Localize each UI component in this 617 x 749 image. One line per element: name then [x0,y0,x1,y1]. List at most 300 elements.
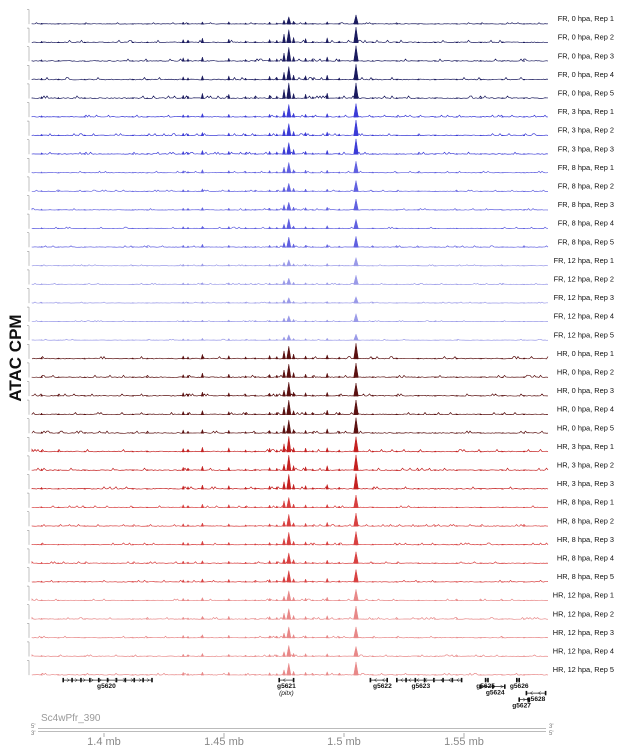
gene-g5620 [62,678,152,690]
peak [245,544,247,545]
peak [326,114,329,118]
peak [182,635,184,638]
peak [417,42,419,43]
track-label: FR, 3 hpa, Rep 2 [557,125,614,135]
peak [326,226,329,229]
peak [41,60,43,62]
peak [201,616,204,619]
peak [84,414,86,415]
track-30 [27,549,614,564]
gene-exon [518,697,520,701]
peak [245,134,247,136]
peak [276,283,278,284]
peak [304,189,306,192]
peak [283,111,286,117]
peak [304,654,306,657]
peak [292,338,295,340]
peak [287,335,291,341]
peak [182,190,184,192]
peak [182,283,184,285]
track-7 [27,120,614,136]
peak [57,97,59,98]
peak [201,114,204,118]
track-3 [27,46,614,62]
peak [417,488,419,489]
y-axis-label: ATAC CPM [6,314,25,402]
peak [338,246,340,247]
peak [268,227,270,229]
peak [201,57,204,61]
peak [396,377,398,378]
peak [187,40,189,43]
peak [254,209,256,210]
peak [283,633,286,638]
peak [245,581,247,582]
track-label: HR, 8 hpa, Rep 3 [556,534,614,544]
peak [228,467,230,470]
peak [57,135,59,136]
peak [41,450,43,452]
peak [304,208,306,211]
peak [245,41,247,43]
peak [254,488,256,490]
peak [268,412,270,415]
track-label: HR, 3 hpa, Rep 1 [556,441,614,451]
peak [201,189,204,192]
peak [228,542,230,545]
peak [276,617,278,619]
peak [338,506,340,508]
track-14 [27,251,614,266]
peak [182,40,184,43]
peak [326,578,329,582]
peak [304,356,306,359]
peak [354,363,359,377]
peak [287,202,291,210]
peak [276,302,278,303]
peak [276,339,278,340]
peak [304,579,306,582]
peak [228,245,230,247]
peak [456,284,458,285]
peak [354,46,359,62]
peak [187,283,189,284]
peak [354,437,359,452]
peak [254,637,256,638]
peak [276,40,278,43]
peak [41,600,43,601]
peak [312,265,314,266]
peak [201,466,204,470]
peak [132,432,134,433]
peak [132,153,134,154]
track-35 [27,642,614,657]
peak [292,671,295,675]
peak [338,599,340,600]
peak [268,133,270,136]
peak [182,375,184,378]
peak [292,113,295,117]
peak [228,190,230,192]
gene-label: g5621 [277,683,296,691]
peak [187,227,189,229]
peak [304,505,306,508]
peak [312,357,314,359]
peak [57,544,59,545]
peak [292,635,295,638]
peak [268,190,270,192]
peak [182,95,184,98]
peak [228,151,230,154]
peak [292,411,295,415]
track-25 [27,455,614,471]
peak [338,618,340,619]
peak [287,30,291,43]
peak [276,506,278,508]
peak [182,617,184,619]
peak [201,392,204,396]
peak [304,467,306,471]
peak [396,488,398,489]
peak [201,561,204,564]
peak [283,53,286,61]
track-label: FR, 8 hpa, Rep 3 [557,200,614,210]
peak [254,172,256,173]
peak [276,580,278,582]
peak [417,321,419,322]
gene-exon [151,678,153,682]
track-label: FR, 12 hpa, Rep 4 [553,311,614,321]
peak [245,655,247,657]
peak [187,562,189,564]
peak [523,61,525,62]
peak [312,209,314,210]
peak [312,23,314,24]
peak [41,116,43,118]
peak [201,653,204,656]
peak [201,150,204,154]
peak [41,190,43,191]
peak [187,59,189,62]
track-34 [27,623,614,638]
peak [283,521,286,526]
peak [287,67,291,80]
peak [287,455,291,471]
track-label: HR, 0 hpa, Rep 1 [556,348,614,358]
peak [354,275,359,284]
peak [245,227,247,228]
track-label: HR, 0 hpa, Rep 2 [556,367,614,377]
peak [287,237,291,247]
peak [182,524,184,527]
peak [304,672,306,675]
peak [326,616,329,620]
peak [292,244,295,247]
peak [304,598,306,601]
peak [268,448,270,452]
peak [276,673,278,675]
peak [354,627,359,638]
peak [228,599,230,601]
peak [268,430,270,433]
peak [187,413,189,415]
peak [84,544,86,545]
peak [146,98,148,99]
peak [41,507,43,508]
peak [283,613,286,619]
peak [41,581,43,582]
peak [268,245,270,247]
peak [283,390,286,396]
peak [456,340,458,341]
strand-label-bottom-right: 5' [549,731,554,737]
peak [254,246,256,247]
peak [268,264,270,266]
peak [287,298,291,304]
peak [417,247,419,248]
peak [338,376,340,378]
peak [292,170,295,173]
peak [354,120,359,136]
peak [354,27,359,43]
peak [326,541,329,545]
peak [287,497,291,507]
track-label: FR, 0 hpa, Rep 5 [557,88,614,98]
gene-exon [526,691,528,695]
peak [57,42,59,43]
peak [84,637,86,638]
peak [283,242,286,247]
peak [201,264,204,266]
peak [201,447,204,452]
peak [283,72,286,80]
peak [304,132,306,135]
peak [292,597,295,601]
track-21 [27,382,614,397]
track-label: HR, 8 hpa, Rep 4 [556,553,614,563]
peak [254,414,256,415]
peak [287,474,291,489]
peak [354,343,359,359]
peak [245,96,247,98]
peak [182,227,184,229]
x-tick-label: 1.5 mb [327,736,361,748]
peak [292,504,295,508]
peak [372,469,374,470]
peak [228,393,230,396]
peak [283,187,286,191]
peak [268,339,270,341]
peak [276,96,278,99]
peak [372,451,374,452]
peak [41,432,43,434]
peak [187,599,189,601]
peak [228,356,230,359]
peak [354,161,359,173]
gene-exon [293,678,295,682]
peak [245,618,247,620]
peak [283,20,286,24]
peak [276,394,278,396]
peak [283,351,286,359]
peak [254,302,256,303]
gene-label: g5623 [411,683,431,691]
peak [326,170,329,173]
peak [41,357,43,359]
peak [326,93,329,99]
peak [187,487,189,490]
peak [283,370,286,378]
peak [396,24,398,25]
peak [132,656,134,657]
peak [338,209,340,210]
peak [326,150,329,154]
peak [228,579,230,582]
peak [304,374,306,377]
gene-label: g5625 [476,683,495,691]
peak [292,429,295,433]
peak [312,562,314,563]
peak [417,377,419,378]
peak [354,83,359,99]
peak [283,90,286,99]
peak [268,76,270,80]
peak [501,600,503,601]
peak [372,525,374,526]
peak [41,618,43,619]
peak [372,60,374,61]
gene-track [62,678,546,710]
peak [41,487,43,489]
peak [187,581,189,583]
peak [41,674,43,675]
peak [146,637,148,638]
peak [132,191,134,192]
peak [304,58,306,61]
peak [480,210,482,211]
peak [287,436,291,452]
peak [201,226,204,229]
gene-g5621 [277,678,296,697]
track-label: HR, 12 hpa, Rep 3 [552,627,614,637]
gene-exon [386,678,388,682]
track-label: FR, 8 hpa, Rep 4 [557,218,614,228]
peak [228,208,230,210]
peak [338,357,340,359]
peak [182,264,184,266]
peak [396,470,398,471]
track-label: HR, 12 hpa, Rep 5 [552,665,614,675]
peak [268,114,270,117]
peak [182,320,184,321]
peak [417,544,419,545]
peak [292,188,295,191]
track-8 [27,139,614,154]
peak [283,318,286,322]
peak [372,209,374,210]
peak [354,334,359,340]
peak [292,149,295,154]
peak [287,609,291,620]
peak [201,208,204,211]
peak [396,60,398,61]
peak [41,134,43,136]
peak [372,581,374,582]
peak [312,469,314,471]
peak [372,674,374,675]
gene-label: g5628 [526,696,546,704]
peak [146,247,148,248]
x-tick-label: 1.4 mb [87,736,121,748]
peak [41,284,43,285]
peak [245,23,247,24]
peak [187,190,189,191]
peak [287,260,291,266]
peak [228,339,230,341]
peak [501,582,503,583]
peak [254,116,256,117]
peak [268,320,270,321]
peak [187,357,189,359]
peak [132,637,134,638]
peak [228,58,230,61]
peak [304,616,306,619]
gene-exon [142,678,144,682]
peak [292,523,295,527]
peak [283,444,286,452]
peak [182,411,184,414]
peak [456,79,458,80]
peak [312,246,314,247]
peak [501,396,503,397]
peak [84,42,86,43]
peak [304,170,306,173]
peak [283,577,286,582]
peak [182,151,184,154]
peak [283,262,286,266]
peak [57,191,59,192]
peak [292,264,295,266]
peak [304,523,306,526]
peak [287,571,291,583]
peak [182,115,184,117]
peak [245,562,247,564]
peak [287,162,291,173]
peak [201,598,204,601]
peak [228,635,230,638]
peak [501,637,503,638]
peak [132,172,134,173]
peak [276,209,278,210]
peak [41,153,43,155]
peak [276,356,278,359]
peak [132,284,134,285]
peak [254,153,256,154]
peak [354,139,359,154]
peak [292,392,295,396]
peak [292,75,295,80]
peak [354,606,359,619]
track-label: HR, 0 hpa, Rep 4 [556,404,614,414]
peak [254,358,256,359]
peak [187,618,189,620]
peak [283,34,286,43]
peak [228,114,230,117]
peak [228,448,230,452]
peak [283,224,286,228]
gene-exon [545,691,547,695]
peak [268,561,270,564]
